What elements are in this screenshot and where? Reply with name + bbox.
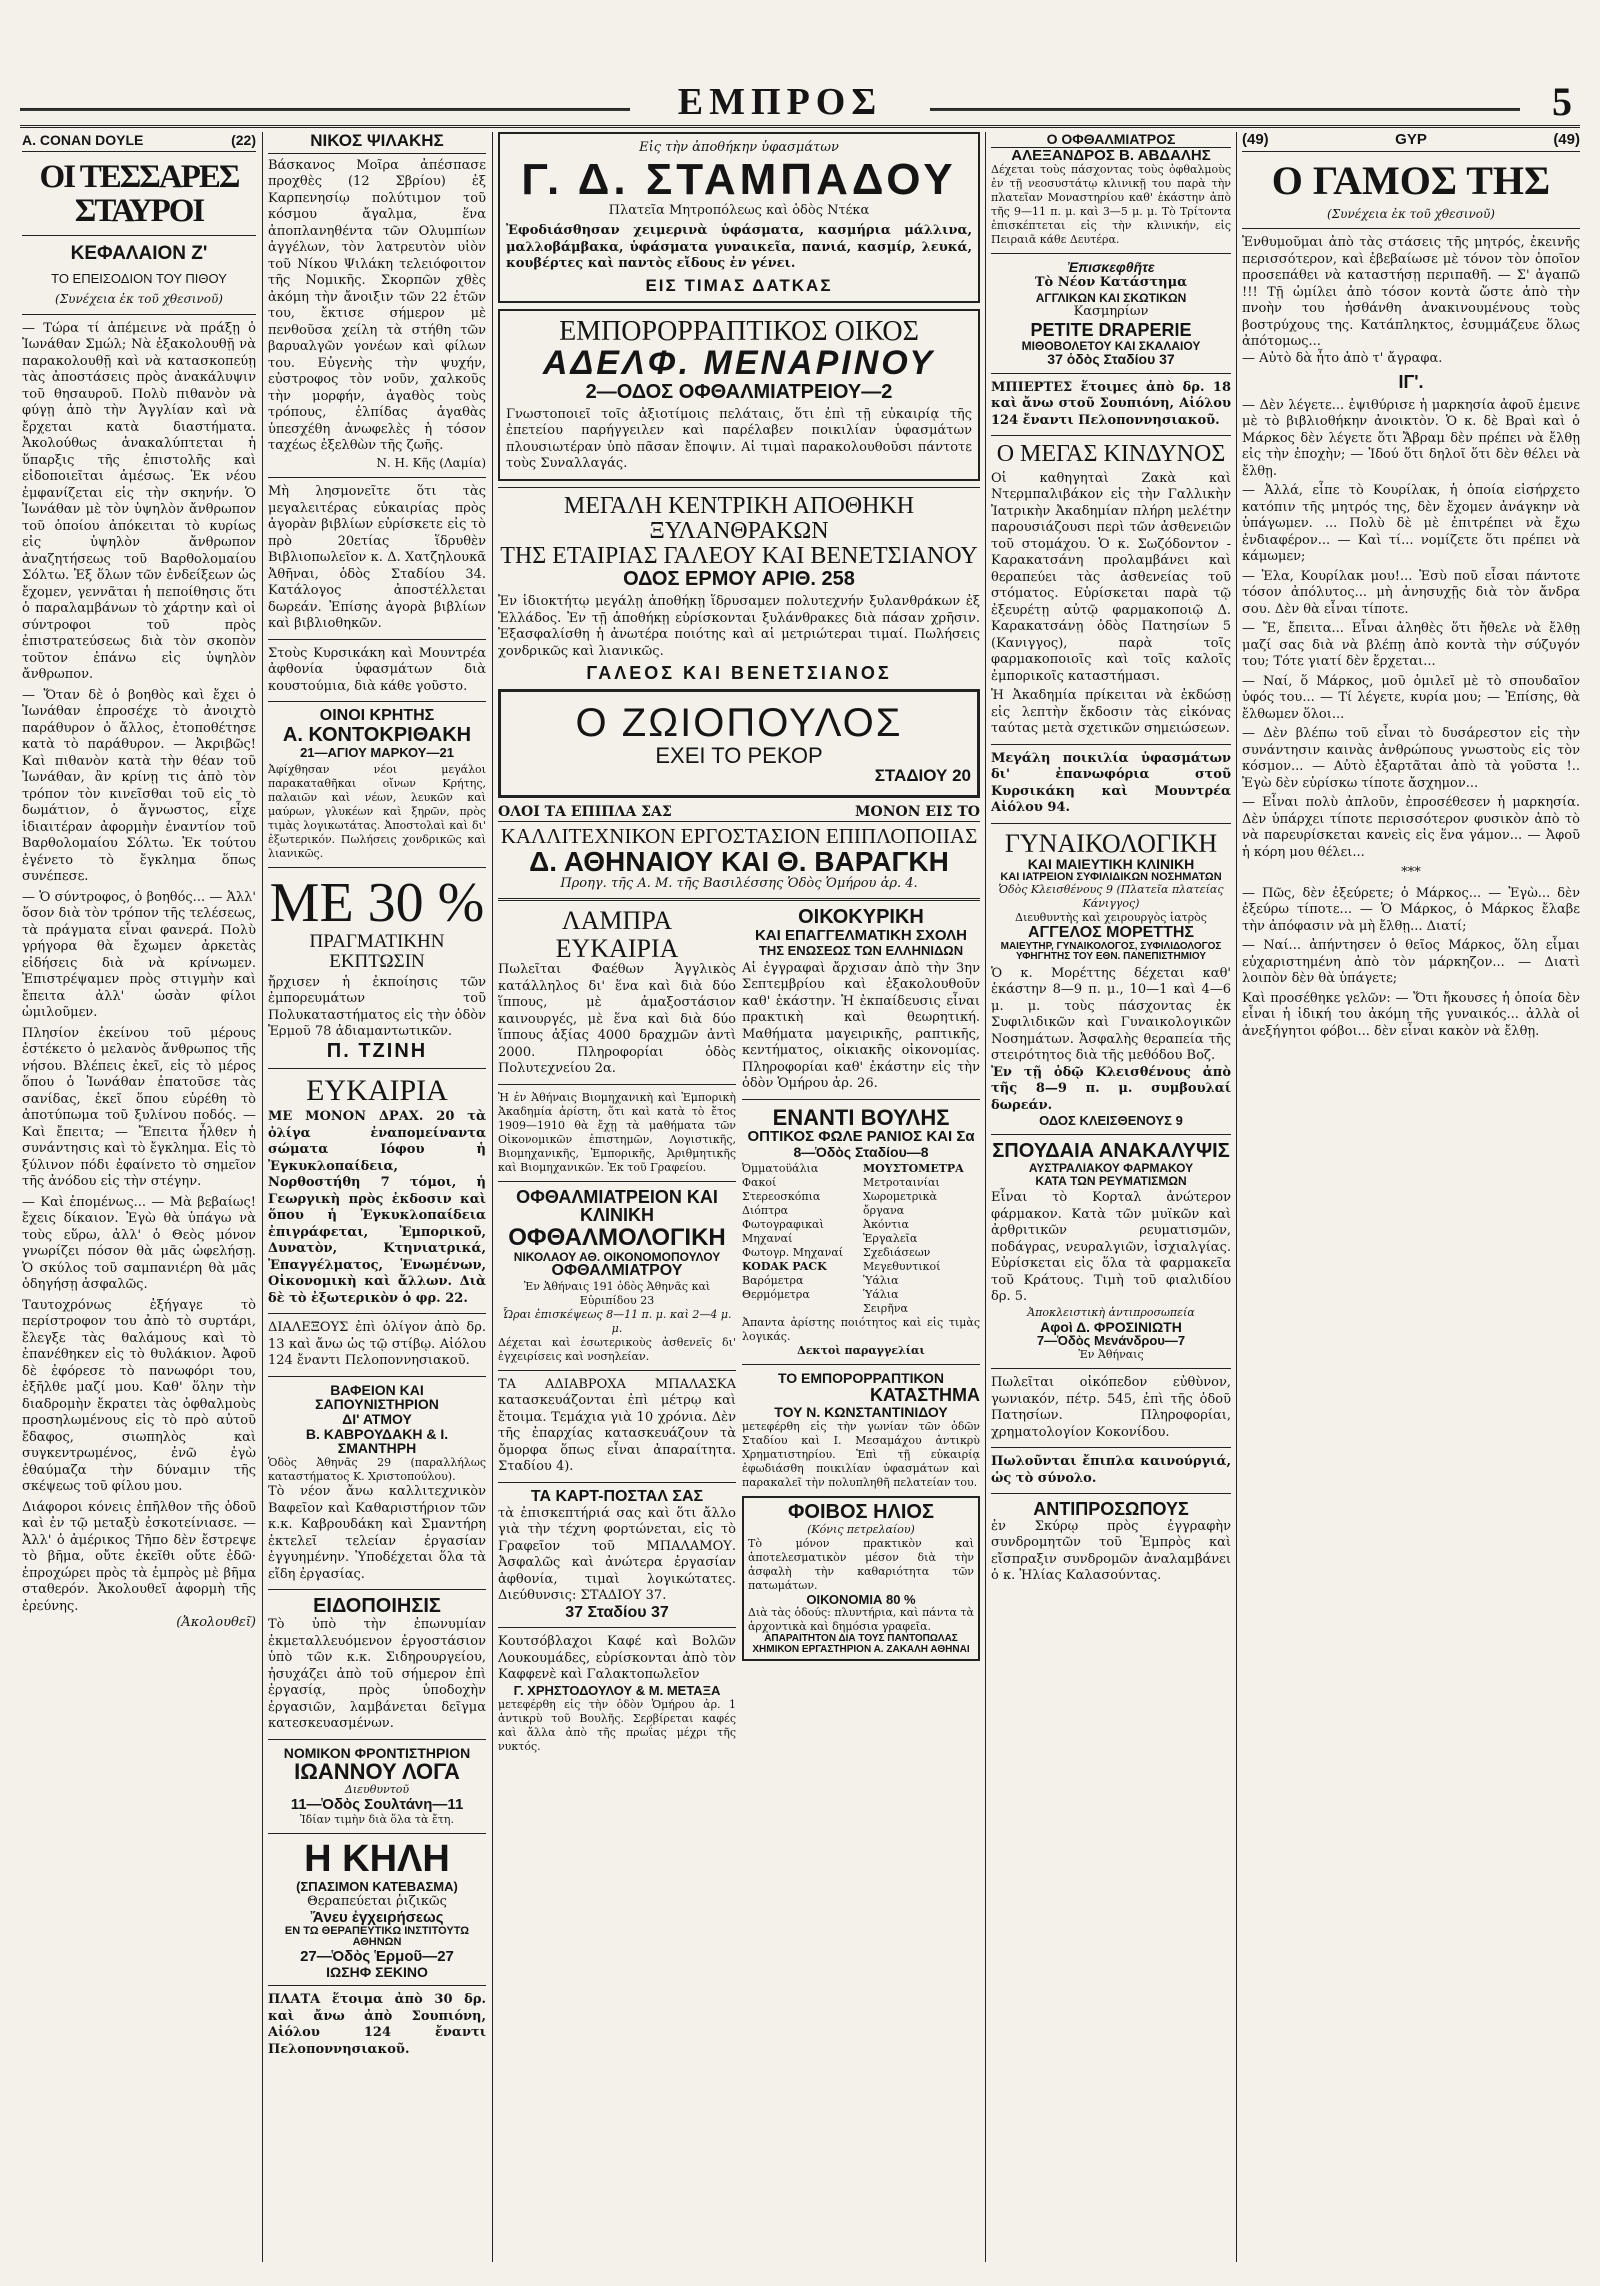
column-2 bbox=[268, 132, 486, 2262]
list-item: Χωρομετρικὰ ὄργανα bbox=[863, 1190, 937, 1218]
obituary-heading: ΝΙΚΟΣ ΨΙΛΑΚΗΣ bbox=[268, 132, 486, 154]
ad-stampadou-name: Γ. Δ. ΣΤΑΜΠΑΔΟΥ bbox=[521, 154, 957, 204]
ad-coffee-name: Γ. ΧΡΗΣΤΟΔΟΥΛΟΥ & Μ. ΜΕΤΑΞΑ bbox=[513, 1682, 721, 1698]
article-paragraph: Καὶ προσέθηκε γελῶν: — Ὅτι ἤκουσες ἡ ὁποία δὲν εἶναι ἡ ἰδική του ἀκόμη τῆς γυναικός... ἀλλὰ οἱ ἀνεξήγητοι φόβοι... δὲν εἶναι κακὸν νὰ ἔλθῃ. bbox=[1242, 990, 1580, 1039]
ad-furniture-left: ΟΛΟΙ ΤΑ ΕΠΙΠΛΑ ΣΑΣ bbox=[498, 804, 672, 820]
ad-zoiopoulos-text: ΕΧΕΙ ΤΟ ΡΕΚΟΡ bbox=[655, 743, 823, 769]
ad-danger-text-2: Ἡ Ἀκαδημία πρίκειται νὰ ἐκδώσῃ εἰς λεπτὴν ἔκδοσιν τὰς εἰκόνας ταύτας μετὰ σχετικῶν σημειώσεων. bbox=[991, 688, 1231, 737]
ad-zoiopoulos bbox=[498, 689, 980, 798]
ad-dialogue: ΔΙΑΛΕΞΟΥΣ ἐπὶ ὀλίγον ἀπὸ δρ. 13 καὶ ἄνω ὡς τῷ στίβῳ. Αἰόλου 124 ἔναντι Πελοποννησιακοῦ. bbox=[268, 1320, 486, 1369]
chapter-heading: ΚΕΦΑΛΑΙΟΝ Ζ' bbox=[70, 242, 208, 264]
ad-coffee-text-2: μετεφέρθη εἰς τὴν ὁδὸν Ὁμήρου ἀρ. 1 ἀντικρὺ τοῦ Βουλῆς. Σερβίρεται καφές καὶ ἄλλα ἀπὸ τῆς πρωΐας μέχρι τῆς νυκτός. bbox=[498, 1697, 736, 1753]
list-item: Μεγεθυντικοί bbox=[863, 1260, 941, 1274]
ad-sale-name: Π. ΤΖΙΝΗ bbox=[326, 1039, 428, 1062]
column-3 bbox=[498, 132, 980, 2262]
divider bbox=[22, 314, 256, 315]
obituary-text: Βάσκανος Μοῖρα ἀπέσπασε προχθὲς (12 Σβρίου) ἐξ Καρπενησίῳ πολύτιμον τοῦ κόσμου ἄγαλμα, ἕνα ἀποπλανηθέντα τῶν Ολυμπίων ἀγγέλων, τὸν λατρευτὸν υἱὸν τοῦ Νίκου Ψιλάκη τελειόφοιτον τῆς Νομικῆς. Σκορπῶν χθὲς ἀκόμη τὴν ἄνοιξιν τῶν 22 ἐτῶν του, ἔκτισε σήμερον μὲ πενθοῦσα χείλη τὰ στήθη τῶν βαρυαλγῶν γονέων καὶ φίλων του. Εὐγενὴς τὴν ψυχήν, εὐστροφος τὸν νοῦν, χαλκοῦς τὴν μορφήν, ἀγαθὸς τοὺς τρόπους, ἐλπίδας ἀγαθὰς ὑπεσχέθη ἀνωφελὲς ἡ τόσον ταχέως ἐξελθὼν τῆς ζωῆς. bbox=[268, 157, 486, 454]
ad-school-subtitle: ΚΑΙ ΕΠΑΓΓΕΛΜΑΤΙΚΗ ΣΧΟΛΗ bbox=[754, 927, 968, 945]
ad-draperie-address-2: 37 ὁδὸς Σταδίου 37 bbox=[1047, 351, 1175, 368]
column-divider bbox=[492, 132, 493, 2262]
ad-draperie-name: PETITE DRAPERIE bbox=[1030, 319, 1192, 340]
ad-gyn-subtitle: ΚΑΙ ΜΑΙΕΥΤΙΚΗ ΚΛΙΝΙΚΗ bbox=[1027, 855, 1195, 872]
ad-optics-footer: Δεκτοὶ παραγγελίαι bbox=[797, 1344, 925, 1358]
ad-coffee-text: Κουτσόβλαχοι Καφέ καὶ Βολῶν Λουκουμάδες, εὑρίσκονται ἀπὸ τὸν Καφφενὲ καὶ Γαλακτοπωλεῖον bbox=[498, 1634, 736, 1683]
article-paragraph: — Ὁ σύντροφος, ὁ βοηθός... — Ἀλλ' ὅσον διὰ τὸν τρόπον τῆς τελέσεως, τὰ πράγματα εἶναι φανερά. Πολὺ γρήγορα θὰ ἔχωμεν ἀρκετὰς εἰδήσεις διὰ νὰ κρίνωμεν. Ἐπιστρέψαμεν πρὸς στιγμὴν καὶ ἔπειτα ἀλλ' ὡσὰν φίλοι ὡμιλοῦμεν. bbox=[22, 889, 256, 1021]
divider bbox=[498, 1627, 736, 1628]
ad-optics-address: 8—Ὁδὸς Σταδίου—8 bbox=[793, 1143, 929, 1160]
notices-text: Τὸ ὑπὸ τὴν ἐπωνυμίαν ἐκμεταλλευόμενον ἐργοστάσιον ὑπὸ τῶν κ.κ. Σιδηρουργείου, ἠσυχάζει ἀπὸ τοῦ σήμερον ἐπὶ ἐργασίᾳ, πρὸς ὑποδοχὴν ἐργασιῶν, λαμβάνεται δεῖγμα κατεσκευασμένων. bbox=[268, 1617, 486, 1732]
ad-reps-title: ΑΝΤΙΠΡΟΣΩΠΟΥΣ bbox=[1033, 1499, 1189, 1520]
ad-eye-clinic-text: Δέχεται καὶ ἐσωτερικοὺς ἀσθενεῖς δι' ἐγχειρίσεις καὶ νοσηλείαν. bbox=[498, 1335, 736, 1363]
divider bbox=[268, 1739, 486, 1740]
ad-gyn-address: Ὁδὸς Κλεισθένους 9 (Πλατεῖα πλατείας Κάνιγγος) bbox=[998, 883, 1224, 911]
serial-author: GYP bbox=[1395, 132, 1427, 148]
list-item: Φακοί bbox=[742, 1176, 777, 1190]
ad-wines-title: ΟΙΝΟΙ ΚΡΗΤΗΣ bbox=[319, 707, 435, 725]
divider bbox=[498, 1181, 736, 1182]
ad-optics-text: Ἀπαντα ἀρίστης ποιότητος καὶ εἰς τιμὰς λογικάς. bbox=[742, 1316, 980, 1344]
ad-law-text: Ἰδίαν τιμὴν διὰ ὅλα τὰ ἔτη. bbox=[299, 1813, 455, 1827]
ad-ophthalmologist-text: Δέχεται τοὺς πάσχοντας τοὺς ὀφθαλμοὺς ἐν τῇ νεοσυστάτῳ κλινικῇ του παρὰ τὴν πλατεῖαν Μοναστηρίου καθ' ἑκάστην ἀπὸ τῆς 9—11 π. μ. καὶ 3—5 μ. μ. Τὸ Τρίτοντα ἐπισκέπτεται εἰς τὴν κλινικήν, εἰς Πειραιᾶ κάθε Δευτέρα. bbox=[991, 163, 1231, 247]
ad-furniture-right: ΜΟΝΟΝ ΕΙΣ ΤΟ bbox=[855, 804, 980, 820]
serial-header bbox=[22, 132, 256, 152]
ad-kili-subtitle: (ΣΠΑΣΙΜΟΝ ΚΑΤΕΒΑΣΜΑ) bbox=[296, 1879, 458, 1895]
serial-installment: (22) bbox=[231, 132, 256, 148]
ad-law-subtitle: Διευθυντοῦ bbox=[344, 1783, 410, 1797]
ad-danger-text: Οἱ καθηγηταὶ Ζακὰ καὶ Ντερμπαλιβάκον εἰς τὴν Γαλλικὴν Ἰατρικὴν Ἀκαδημίαν πλήρη μελέτην παρουσιάζουσι περὶ τῶν ἀσθενειῶν τοῦ στομάχου. Ὁ κ. Σωζόδοντον - Καρακατσάνη προλαμβάνει καὶ θεραπεύει τὰς ἀσθενείας τοῦ στόματος. Εὑρίσκεται παρὰ τῷ ἐξευρέτῃ αὐτῷ φαρμακοποιῷ Δ. Καρακατσάνῃ ὁδὸς Πατησίων 5 (Κανιγγος), παρὰ τοῖς φαρμακοποιοῖς καὶ τοῖς καλοῖς ἐμπορικοῖς καταστήμασι. bbox=[991, 470, 1231, 684]
ad-gyn-title-2: ΜΑΙΕΥΤΗΡ, ΓΥΝΑΙΚΟΛΟΓΟΣ, ΣΥΦΙΛΙΔΟΛΟΓΟΣ bbox=[1000, 940, 1222, 952]
ad-wines-name: Α. ΚΟΝΤΟΚΡΙΘΑΚΗ bbox=[282, 724, 472, 747]
page-number: 5 bbox=[1552, 79, 1572, 124]
divider bbox=[498, 1370, 736, 1371]
ad-draperie-lead: Ἐπισκεφθῆτε bbox=[1067, 259, 1155, 276]
ad-kili-text: Θεραπεύεται ῥιζικῶς bbox=[307, 1893, 447, 1909]
ad-kili-subtitle-2: Ἄνευ ἐγχειρήσεως bbox=[310, 1909, 444, 1927]
ad-law-name: ΙΩΑΝΝΟΥ ΛΟΓΑ bbox=[294, 1759, 460, 1785]
ad-kili-institute: ΕΝ ΤΩ ΘΕΡΑΠΕΥΤΙΚΩ ΙΝΣΤΙΤΟΥΤΩ ΑΘΗΝΩΝ bbox=[284, 1924, 470, 1949]
ad-agency-city: Ἐν Ἀθήναις bbox=[1078, 1348, 1144, 1362]
ad-charcoal-subtitle: ΤΗΣ ΕΤΑΙΡΙΑΣ ΓΑΛΕΟΥ ΚΑΙ ΒΕΝΕΤΣΙΑΝΟΥ bbox=[500, 542, 978, 569]
list-item: Ἀκόντια bbox=[863, 1218, 909, 1232]
article-paragraph: Ἐνθυμοῦμαι ἀπὸ τὰς στάσεις τῆς μητρός, ἐκεινῆς περισσότερον, καὶ ἐβεβαίωσε μὲ τόνον τὸν ὁποῖον προσεπάθει νὰ καταστήσῃ περιπαθῆ. — Σ' ἀγαπῶ !!! Τῇ ὡμίλει ἀπὸ τόσον κοντὰ ὥστε ἀπὸ τὴν πνοὴν του ἠσθάνθη ἀνακινουμένους τοὺς βοστρύχους της. Κατάπληκτος, ἐσυμμάζευε ὅλως ἀπότομως... bbox=[1242, 235, 1580, 349]
ad-furniture-title: ΚΑΛΛΙΤΕΧΝΙΚΟΝ ΕΡΓΟΣΤΑΣΙΟΝ ΕΠΙΠΛΟΠΟΙΙΑΣ bbox=[500, 823, 978, 848]
ad-zoiopoulos-address: ΣΤΑΔΙΟΥ 20 bbox=[874, 766, 971, 786]
ad-gyn-title-3: ΥΦΗΓΗΤΗΣ ΤΟΥ ΕΘΝ. ΠΑΝΕΠΙΣΤΗΜΙΟΥ bbox=[1015, 951, 1207, 963]
two-column-block bbox=[498, 907, 980, 1753]
continued-note: (Συνέχεια ἐκ τοῦ χθεσινοῦ) bbox=[55, 292, 223, 307]
article-paragraph: — Πῶς, δὲν ἐξεύρετε; ὁ Μάρκος... — Ἐγὼ... δὲν ἐξεύρω τίποτε... — Ὁ Μάρκος, ὁ Μάρκος ἔλαβε τὴν ἀπόφασιν νὰ μὴ ἔλθῃ... Διατί; bbox=[1242, 885, 1580, 934]
ad-dye-text: Τὸ νέον ἄνω καλλιτεχνικὸν Βαφεῖον καὶ Καθαριστήριον τῶν κ.κ. Καβρουδάκη καὶ Σμαντήρη ἐκτελεῖ τελείαν ἐργασίαν ἐγγυημένην. Ὑποδέχεται ὅλα τὰ εἴδη ἐργασίας. bbox=[268, 1484, 486, 1582]
serial-title: ΟΙ ΤΕΣΣΑΡΕΣ ΣΤΑΥΡΟΙ bbox=[22, 160, 256, 236]
divider bbox=[268, 477, 486, 478]
serial-title: Ο ΓΑΜΟΣ ΤΗΣ bbox=[1271, 157, 1551, 203]
ad-stampadou bbox=[498, 132, 980, 303]
ad-gyn-text-2: Ἐν τῇ ὁδῷ Κλεισθένους ἀπὸ τῆς 8—9 π. μ. συμβουλαί δωρεάν. bbox=[991, 1064, 1231, 1113]
ad-draperie-address: ΜΙΘΟΒΟΛΕΤΟΥ ΚΑΙ ΣΚΑΛΑΙΟΥ bbox=[1021, 338, 1201, 353]
ad-menarinou-text: Γνωστοποιεῖ τοῖς ἀξιοτίμοις πελάταις, ὅτι ἐπὶ τῇ εὐκαιρίᾳ τῆς ἐπετείου παρήγγειλεν καὶ παρέλαβεν ποικιλίαν ὑφασμάτων πλουσιωτέραν ὑπὸ πᾶσαν ἔποψιν. Αἱ τιμαὶ παρακολουθοῦσι πάντοτε τοὺς Συναλλαγάς. bbox=[506, 406, 972, 472]
ad-opportunity-text: ΜΕ ΜΟΝΟΝ ΔΡΑΧ. 20 τὰ ὀλίγα ἐναπομείναντα σώματα Ιόφου ἡ Ἐγκυκλοπαίδεια, Νορθοστήθη 7 τόμοι, ἡ Γεωργικὴ πρὸς ἐκδοσιν καὶ ὅπου ἡ Ἐγκυκλοπαίδεια ἐπιγράφεται, Ἐμπορικοῦ, Δυνατὸν, Κτηνιατρικά, Ἐπαγγέλματος, Ἑνωμένων, Οἰκονομικὴ καὶ ἄλλων. Διὰ δὲ τὸ ἐξωτερικὸν ὁ φρ. 22. bbox=[268, 1109, 486, 1306]
ad-phaeton-title: ΛΑΜΠΡΑ ΕΥΚΑΙΡΙΑ bbox=[555, 906, 679, 963]
article-paragraph: — Ἀλλά, εἶπε τὸ Κουρίλακ, ἡ ὁποία εἰσήρχετο κατόπιν τῆς μητρός της, δὲν ἔχομεν ἀνάγκην νὰ ὑπάγωμεν. ... Πολὺ δὲ μὲ ἐπιτρέπει νὰ ἔχω ἐνδιαφέρον... — Καὶ τί... νομίζετε ὅτι πρέπει νὰ κάμωμεν; bbox=[1242, 483, 1580, 565]
ad-tailor-subtitle: ΚΑΤΑΣΤΗΜΑ bbox=[870, 1385, 980, 1406]
article-paragraph: — Ναί... ἀπήντησεν ὁ θεῖος Μάρκος, ὅλη εἶμαι εὐχαριστημένη ἀπὸ τὸν μάρκηζον... — Διατὶ λοιπὸν δὲν θὰ ὑπάγετε; bbox=[1242, 938, 1580, 987]
ad-gyn-footer: ΟΔΟΣ ΚΛΕΙΣΘΕΝΟΥΣ 9 bbox=[1039, 1113, 1183, 1129]
newspaper-title: ΕΜΠΡΟΣ bbox=[677, 81, 883, 123]
notices-title: ΕΙΔΟΠΟΙΗΣΙΣ bbox=[313, 1595, 441, 1618]
divider bbox=[268, 1068, 486, 1069]
ad-optics-list-left bbox=[742, 1162, 859, 1316]
ad-tailor-title: ΤΟ ΕΜΠΟΡΟΡΡΑΠΤΙΚΟΝ bbox=[777, 1370, 945, 1387]
article-paragraph: Πλησίον ἐκείνου τοῦ μέρους ἐστέκετο ὁ μελανὸς ἄνθρωπος τῆς νήσου. Βλέπεις ἐκεῖ, εἰς τὸ μέρος ὅπου ὁ Ἰωνάθαν ἐπατοῦσε τὰς σανίδας, ἐκεῖ ὅπου εὑρέθη τὸ ἀποτύπωμα τοῦ ξυλίνου ποδός. — Καὶ ἔπειτα; — Ἔπειτα ἦλθεν ἡ συνάντησις καὶ τὸ ἔγκλημα. Εἰς τὸ ξύλινον πόδι ἐφαίνετο τὸ σημεῖον τῆς ἀνόδου εἰς τὴν στέγην. bbox=[22, 1025, 256, 1190]
ad-tailor-name: ΤΟΥ Ν. ΚΩΝΣΤΑΝΤΙΝΙΔΟΥ bbox=[774, 1403, 948, 1420]
article-paragraph: — Τώρα τί ἀπέμεινε νὰ πράξῃ ὁ Ἰωνάθαν Σμώλ; Νὰ ἐξακολουθῇ νὰ παρακολουθῇ καὶ νὰ κατασκοπεύῃ τὰς ἀποστάσεις πρὸς ἀνακάλυψιν τοῦ θησαυροῦ. Πολὺ πιθανὸν νὰ φύγῃ ἀπὸ τὴν Ἀγγλίαν καὶ νὰ ἔρχεται κατὰ διαστήματα. Ἀκολούθως ἀνακαλύπτεται ἡ ὕπαρξις τῆς ἐπιστολῆς καὶ εἰδοποιεῖται ἀμέσως. Ἐκ νέου ἐμφανίζεται εἰς τὴν σκηνήν. Ὁ Ἰωνάθαν μὲ τὸν ὑψηλὸν ἄνθρωπον τοῦ ὁποίου ἀπόκειται τὸ κυρίως εἰς ὑψηλὸν ἄνθρωπον ἀναζητήσεως τοῦ Βαρθολομαίου Σόλτω. Ἐξ ὅλων τῶν ἐνδείξεων ὡς ἔχομεν, γεννᾶται ἡ πεποίθησις ὅτι ὁ παραλαμβάνων τὸ χάρτην καὶ οἱ σύντροφοι τοῦ πρὸς ἐπιστρατεύσεως διὰ τὸν σκοπὸν τοῦτον ἐπάνω εἰς ὑψηλὸν ἄνθρωπον. bbox=[22, 320, 256, 683]
ad-menarinou-name: ΑΔΕΛΦ. ΜΕΝΑΡΙΝΟΥ bbox=[542, 343, 936, 382]
divider bbox=[991, 1447, 1231, 1448]
divider bbox=[991, 823, 1231, 824]
obituary-signature: Ν. Η. Κῆς (Λαμία) bbox=[376, 455, 486, 470]
ad-optics-list-right bbox=[863, 1162, 980, 1316]
list-item: Θερμόμετρα bbox=[742, 1288, 810, 1302]
ad-menarinou-address: 2—ΟΔΟΣ ΟΦΘΑΛΜΙΑΤΡΕΙΟΥ—2 bbox=[585, 380, 893, 403]
column-divider bbox=[262, 132, 263, 2262]
section-separator-icon: *** bbox=[1401, 865, 1421, 881]
ad-phoebus bbox=[742, 1496, 980, 1662]
ad-draperie-subtitle-2: ΑΓΓΛΙΚΩΝ ΚΑΙ ΣΚΩΤΙΚΩΝ bbox=[1035, 290, 1187, 305]
divider bbox=[991, 744, 1231, 745]
ad-menarinou bbox=[498, 309, 980, 481]
ad-gyn-name: ΑΓΓΕΛΟΣ ΜΟΡΕΤΤΗΣ bbox=[1027, 924, 1194, 942]
divider bbox=[991, 435, 1231, 436]
ad-discovery-text: Εἶναι τὸ Κορταλ ἀνώτερον φάρμακον. Κατὰ τῶν μυϊκῶν καὶ ἀρθριτικῶν ρευματισμῶν, ποδάγρας, νευραλγιῶν, ἰσχιαλγίας. Εὑρίσκεται εἰς ὅλα τὰ φαρμακεῖα τοῦ Κράτους. Τιμὴ τοῦ φιαλιδίου δρ. 5. bbox=[991, 1190, 1231, 1305]
ad-kili-name: ΙΩΣΗΦ ΣΕΚΙΝΟ bbox=[326, 1963, 428, 1980]
ad-charcoal-footer: ΓΑΛΕΟΣ ΚΑΙ ΒΕΝΕΤΣΙΑΝΟΣ bbox=[586, 663, 892, 684]
ad-books: Μὴ λησμονεῖτε ὅτι τὰς μεγαλειτέρας εὐκαιρίας πρὸς ἀγορὰν βιβλίων εὑρίσκετε εἰς τὸ πρὸ 20ετίας ἵδρυθὲν Βιβλιοπωλεῖον κ. Δ. Χατζηλουκᾶ Ἀθῆναι, ὁδὸς Σταδίου 34. Κατάλογος ἀποστέλλεται δωρεάν. Ἐπίσης ἀγορὰ βιβλίων καὶ βιβλιοθηκῶν. bbox=[268, 484, 486, 632]
divider bbox=[991, 1368, 1231, 1369]
list-item: Φωτογρ. Μηχαναί bbox=[742, 1246, 844, 1260]
ad-charcoal-text: Ἐν ἰδιοκτήτῳ μεγάλῃ ἀποθήκῃ ἵδρυσαμεν πολυτεχνήν ξυλανθράκων ἐξ Ἑλλάδος. Ἐν τῇ ἀποθήκῃ εὑρίσκονται ξυλάνθρακες διὰ πάσαν χρῆσιν. Ἐξασφαλίσθη ἡ ἀνωτέρα ποιότης καὶ αἱ μετριώτεραι τιμαί. Πωλήσεις χονδρικῶς καὶ λιανικῶς. bbox=[498, 594, 980, 659]
ad-danger-title: Ο ΜΕΓΑΣ ΚΙΝΔΥΝΟΣ bbox=[996, 441, 1226, 468]
serial-author: A. CONAN DOYLE bbox=[22, 132, 144, 148]
divider bbox=[268, 701, 486, 702]
column-4 bbox=[991, 132, 1231, 2262]
ad-fabrics-2: Μεγάλη ποικιλία ὑφασμάτων δι' ἐπανωφόρια στοῦ Κυρσικάκη καὶ Μουντρέα Αἰόλου 94. bbox=[991, 750, 1231, 816]
ad-eye-clinic-hours: Ὧραι ἐπισκέψεως 8—11 π. μ. καὶ 2—4 μ. μ. bbox=[502, 1307, 732, 1335]
column-serial-doyle bbox=[22, 132, 256, 2262]
list-item: Ὀμματοϋάλια bbox=[742, 1162, 819, 1176]
divider bbox=[991, 253, 1231, 254]
ad-school-title: ΟΙΚΟΚΥΡΙΚΗ bbox=[798, 906, 924, 929]
ad-school-text: Αἱ ἐγγραφαὶ ἄρχισαν ἀπὸ τὴν 3ην Σεπτεμβρίου καὶ ἐξακολουθοῦν καθ' ἑκάστην. Ἡ ἐκπαίδευσις εἶναι πρακτικὴ καὶ θεωρητική. Μαθήματα μαγειρικῆς, ραπτικῆς, κεντήματος, οἰκιακῆς οἰκονομίας. Πληροφορίαι καθ' ἑκάστην εἰς τὴν ὁδὸν Ὁμήρου ἀρ. 26. bbox=[742, 960, 980, 1092]
article-paragraph: — Καὶ ἐπομένως... — Μὰ βεβαίως! ἔχεις δίκαιον. Ἐγὼ θὰ ὑπάγω νὰ τοὺς εὕρω, ἀλλ' ὁ Θεὸς μόνον γνωρίζει πόσον θὰ μᾶς ὠφελήσῃ. Ὁ σκύλος τοῦ σαμπανιέρη θὰ μᾶς ὁδηγήσῃ ἀσφαλῶς. bbox=[22, 1194, 256, 1293]
ad-ophthalmologist-title: Ο ΟΦΘΑΛΜΙΑΤΡΟΣ bbox=[991, 132, 1231, 148]
ad-discovery-subtitle: ΑΥΣΤΡΑΛΙΑΚΟΥ ΦΑΡΜΑΚΟΥ bbox=[1028, 1161, 1194, 1176]
ad-zoiopoulos-name: Ο ΖΩΙΟΠΟΥΛΟΣ bbox=[575, 701, 903, 746]
ad-dye-name: Β. ΚΑΒΡΟΥΔΑΚΗ & Ι. ΣΜΑΝΤΗΡΗ bbox=[305, 1425, 449, 1457]
ad-optics-title: ΟΠΤΙΚΟΣ ΦΩΛΕ ΡΑΝΙΟΣ ΚΑΙ Σα bbox=[747, 1127, 975, 1145]
ad-raincoats: ΤΑ ΑΔΙΑΒΡΟΧΑ ΜΠΑΛΑΣΚΑ κατασκευάζονται ἐπὶ μέτρῳ καὶ ἔτοιμα. Τεμάχια γιὰ 10 χρόνια. Δὲν τῆς ἐπαρχίας κατασκευάζουν τὰ ὄμορφα ὅπως εἶναι ἀπαραίτητα. Σταδίου 4). bbox=[498, 1376, 736, 1475]
masthead-rule-right bbox=[930, 108, 1520, 111]
ad-draperie-subtitle-3: Κασμηρίων bbox=[1073, 304, 1149, 320]
divider bbox=[268, 867, 486, 868]
ad-plates: ΠΛΑΤΑ ἕτοιμα ἀπὸ 30 δρ. καὶ ἄνω ἀπὸ Σουπιόνη, Αἰόλου 124 ἔναντι Πελοποννησιακοῦ. bbox=[268, 1992, 486, 2057]
ad-phoebus-agents: ΑΠΑΡΑΙΤΗΤΟΝ ΔΙΑ ΤΟΥΣ ΠΑΝΤΟΠΩΛΑΣ bbox=[764, 1633, 958, 1645]
ad-school-subtitle-2: ΤΗΣ ΕΝΩΣΕΩΣ ΤΩΝ ΕΛΛΗΝΙΔΩΝ bbox=[758, 943, 964, 959]
ad-eye-clinic-title: ΟΦΘΑΛΜΙΑΤΡΕΙΟΝ ΚΑΙ ΚΛΙΝΙΚΗ bbox=[516, 1186, 718, 1226]
article-paragraph: — Ἐλα, Κουρίλακ μου!... Ἐσὺ ποῦ εἶσαι πάντοτε τόσον ἀπόλυτος... μὴ ἀνησυχῇς διὰ τὸν ἄνδρα σου. Δὲν θὰ εἶναι τίποτε. bbox=[1242, 568, 1580, 617]
ad-wines-address: 21—ΑΓΙΟΥ ΜΑΡΚΟΥ—21 bbox=[300, 745, 454, 761]
ad-furniture-header bbox=[498, 804, 980, 822]
ad-phoebus-text: Τὸ μόνον πρακτικὸν καὶ ἀποτελεσματικὸν μέσον διὰ τὴν ἀσφαλὴ τὴν καθαριότητα τῶν πατωμάτων. bbox=[748, 1536, 974, 1592]
list-item: Διόπτρα bbox=[742, 1204, 789, 1218]
ad-law-title: ΝΟΜΙΚΟΝ ΦΡΟΝΤΙΣΤΗΡΙΟΝ bbox=[283, 1744, 471, 1761]
ad-furniture-address: Προηγ. τῆς Α. Μ. τῆς Βασιλέσσης Ὁδὸς Ὁμήρου ἀρ. 4. bbox=[560, 875, 918, 891]
divider bbox=[268, 639, 486, 640]
masthead-rule-left bbox=[20, 108, 630, 111]
ad-phoebus-title: ΦΟΙΒΟΣ ΗΛΙΟΣ bbox=[788, 1500, 934, 1523]
divider bbox=[268, 1985, 486, 1986]
continued-end: (Ἀκολουθεῖ) bbox=[176, 1615, 256, 1631]
divider bbox=[742, 1099, 980, 1100]
ad-phoebus-economy: ΟΙΚΟΝΟΜΙΑ 80 % bbox=[806, 1591, 916, 1607]
list-item: KODAK PACK bbox=[742, 1260, 827, 1274]
ad-sale-furniture: Πωλοῦνται ἔπιπλα καινούργιά, ὡς τὸ σύνολο. bbox=[991, 1454, 1231, 1486]
ad-dye-address: Ὁδὸς Ἀθηνᾶς 29 (παραλλήλως καταστήματος Κ. Χριστοπούλου). bbox=[268, 1456, 486, 1484]
ad-law-address: 11—Ὁδὸς Σουλτάνη—11 bbox=[290, 1796, 464, 1814]
serial-installment-right: (49) bbox=[1553, 132, 1580, 148]
ad-stampadou-text: Ἐφοδιάσθησαν χειμερινὰ ὑφάσματα, κασμήρια μάλλινα, μαλλοβάμβακα, ὑφάσματα γυναικεῖα, πανιά, κασμίρ, λευκά, κουβέρτες καὶ παντὸς εἴδους ἐν γένει. bbox=[506, 223, 972, 272]
divider bbox=[991, 1493, 1231, 1494]
ad-sale-percent: ΜΕ 30 % bbox=[269, 871, 485, 934]
list-item: Στερεοσκόπια bbox=[742, 1190, 821, 1204]
divider bbox=[268, 1589, 486, 1590]
continued-note: (Συνέχεια ἐκ τοῦ χθεσινοῦ) bbox=[1327, 206, 1495, 221]
ad-dye-subtitle: ΔΙ' ΑΤΜΟΥ bbox=[342, 1411, 412, 1428]
ad-furniture-name: Δ. ΑΘΗΝΑΙΟΥ ΚΑΙ Θ. ΒΑΡΑΓΚΗ bbox=[529, 845, 949, 877]
article-paragraph: — Ναί, ὅ Μάρκος, μοῦ ὁμιλεῖ μὲ τὸ σπουδαῖον ὑφός του... — Τί λέγετε, κυρία μου; — Ἐπίσης, θὰ ἔλθωμεν ὅλοι... bbox=[1242, 673, 1580, 722]
article-paragraph: — Ἔ, ἔπειτα... Εἶναι ἀληθὲς ὅτι ἤθελε νὰ ἔλθῃ μαζί σας διὰ νὰ βλέπῃ ἀπὸ κοντὰ τὴν σύζυγόν του; Τότε γιατί δὲν ἔρχεται... bbox=[1242, 621, 1580, 670]
ad-agency-address: 7—Ὁδὸς Μενάνδρου—7 bbox=[1036, 1333, 1186, 1349]
divider bbox=[498, 487, 980, 488]
list-item: Ἐργαλεῖα Σχεδιάσεων bbox=[863, 1232, 931, 1260]
article-paragraph: — Αὐτὸ δὰ ἦτο ἀπὸ τ' ἄγραφα. bbox=[1242, 350, 1443, 366]
ad-discovery-subtitle-2: ΚΑΤΑ ΤΩΝ ΡΕΥΜΑΤΙΣΜΩΝ bbox=[1035, 1173, 1187, 1188]
ad-eye-clinic-doctor: ΝΙΚΟΛΑΟΥ ΑΘ. ΟΙΚΟΝΟΜΟΠΟΥΛΟΥ bbox=[513, 1249, 721, 1264]
ad-eye-clinic-address: Ἐν Ἀθήναις 191 ὁδὸς Ἀθηνᾶς καὶ Εὐριπίδου 23 bbox=[523, 1279, 711, 1307]
divider bbox=[268, 1376, 486, 1377]
ad-optics-list bbox=[742, 1162, 980, 1316]
ad-sale-plot: Πωλεῖται οἰκόπεδον εὐθὺνον, γωνιακόν, πέτρ. 545, ἐπὶ τῆς ὁδοῦ Πατησίων. Πληροφορίαι, χρηματολογίον Κοκονίδου. bbox=[991, 1375, 1231, 1440]
ad-gyn-role: Διευθυντὴς καὶ χειρουργὸς ἰατρὸς bbox=[1015, 911, 1207, 925]
ad-academy-text: Ἡ ἐν Ἀθήναις Βιομηχανικὴ καὶ Ἐμπορικὴ Ἀκαδημία ἀρίστη, ὅτι καὶ κατὰ τὸ ἔτος 1909—1910 θὰ ἔχῃ τὰ μαθήματα τῶν Οἰκονομικῶν ἐπιστημῶν, Λογιστικῆς, Βιομηχανικῆς, Ἐμπορικῆς, Ἀριθμητικῆς καὶ Βιομηχανικῶν. Ἐκ τοῦ Γραφείου. bbox=[498, 1090, 736, 1174]
ad-kili-title: Η ΚΗΛΗ bbox=[304, 1838, 450, 1881]
ad-gyn-text: Ὁ κ. Μορέττης δέχεται καθ' ἑκάστην 8—9 π. μ., 10—1 καὶ 4—6 μ. μ. τοὺς πάσχοντας ἐκ Συφιλιδικῶν καὶ Γυναικολογικῶν Νοσημάτων. Ἀσφαλὴς θεραπεία τῆς στειρότητος διὰ τῆς μεθόδου Βοζ. bbox=[991, 965, 1231, 1064]
subcolumn-left bbox=[498, 907, 736, 1753]
list-item: Ὑάλια bbox=[863, 1288, 899, 1302]
divider bbox=[498, 898, 980, 901]
divider bbox=[991, 373, 1231, 374]
ad-menarinou-title: ΕΜΠΟΡΟΡΡΑΠΤΙΚΟΣ ΟΙΚΟΣ bbox=[559, 315, 919, 347]
divider bbox=[268, 1833, 486, 1834]
ad-sale-title: ΠΡΑΓΜΑΤΙΚΗΝ ΕΚΠΤΩΣΙΝ bbox=[309, 930, 445, 972]
column-divider bbox=[985, 132, 986, 2262]
list-item: Βαρόμετρα bbox=[742, 1274, 804, 1288]
list-item: Μετροταινίαι bbox=[863, 1176, 940, 1190]
serial-header bbox=[1242, 132, 1580, 152]
ad-phaeton-text: Πωλεῖται Φαέθων Ἀγγλικὸς κατάλληλος δι' ἕνα καὶ διὰ δύο ἵππους, μὲ ἀμαξοστάσιον καινουργές, μὲ ἕνα καὶ διὰ δύο ἵππους ἀξίας 4000 δραχμῶν ἀντὶ 2000. Πληροφορίαι ὁδὸς Πολυτεχνείου 2α. bbox=[498, 962, 736, 1077]
article-paragraph: — Δὲν λέγετε... ἐψιθύρισε ἡ μαρκησία ἀφοῦ ἐμεινε μὲ τὸ βιβλιοθήκην ἀνοικτὸν. Ὁ κ. δὲ Βραὶ καὶ ὁ Μάρκος δὲν λέγετε ὅτι Ἄβραμ δὲν πρέπει νὰ ἔλθῃ εἰς τὴν ἐποχὴν; — Ἰδού ὅτι δηλοῖ ὅτι δὲν θέλει νὰ ἔλθῃ. bbox=[1242, 397, 1580, 479]
chapter-title: ΤΟ ΕΠΕΙΣΟΔΙΟΝ ΤΟΥ ΠΙΘΟΥ bbox=[51, 270, 227, 286]
article-paragraph: — Ὅταν δὲ ὁ βοηθὸς καὶ ἔχει ὁ Ἰωνάθαν ἐπροσέχε τὸ ἀνοιχτὸ παράθυρον ὁ ἄλλος, ἐτοποθέτησε κατὰ τὸ παράθυρον. — Ἀκριβῶς! Καὶ πιθανὸν κατὰ τὴν θέαν τοῦ Ἰωνάθαν, ἂν κρίνῃ τις ἀπὸ τὸν τρόπον τὸν κινεῖσθαι τοῦ εἰς τὸ δωμάτιον, ὁ ἄγνωστος, εἶχε ἰδιαιτέραν ἀφορμὴν ἐναντίον τοῦ Βαρθολομαίου Σόλτω. Ἐκ τούτου ἐγένετο τὸ ἔγκλημα ὅπως συνέπεσε. bbox=[22, 687, 256, 885]
ad-ophthalmologist-name: ΑΛΕΞΑΝΔΡΟΣ Β. ΑΒΔΑΛΗΣ bbox=[1011, 146, 1211, 164]
article-paragraph: Διάφοροι κόνεις ἐπῆλθον τῆς ὁδοῦ καὶ ἐν τῷ μεταξὺ ἐσκοτείνιασε. — Ἀλλ' ὁ ἀμέρικος Τῆπο δὲν ἔστρεψε τὸ βῆμα, οὔτε ἐκεῖθι οὔτε ἐδῶ· ἐπροχώρει πρὸς τὰ ἐμπρὸς μὲ βῆμα σταθερόν. Ἀκολουθεῖ ἀφορμὴ τῆς ἐρεύνης. bbox=[22, 1499, 256, 1614]
chapter-heading: ΙΓ'. bbox=[1398, 372, 1424, 392]
ad-phoebus-footer: ΧΗΜΙΚΟΝ ΕΡΓΑΣΤΗΡΙΟΝ Α. ΖΑΚΑΛΗ ΑΘΗΝΑΙ bbox=[752, 1643, 970, 1655]
list-item: Ὑάλια bbox=[863, 1274, 899, 1288]
ad-stampadou-address: Πλατεῖα Μητροπόλεως καὶ ὁδὸς Ντέκα bbox=[608, 202, 870, 218]
ad-phoebus-text-2: Διὰ τὰς ὁδούς: πλυντήρια, καὶ πάντα τὰ ἀρχοντικὰ καὶ δημόσια γραφεῖα. bbox=[748, 1606, 974, 1634]
ad-eye-clinic-role: ΟΦΘΑΛΜΙΑΤΡΟΥ bbox=[551, 1262, 683, 1280]
ad-gyn-title: ΓΥΝΑΙΚΟΛΟΓΙΚΗ bbox=[1004, 828, 1218, 858]
column-serial-gyp bbox=[1242, 132, 1580, 2262]
divider bbox=[1242, 228, 1580, 229]
list-item: Σειρῆνα bbox=[863, 1302, 908, 1316]
divider bbox=[268, 1313, 486, 1314]
ad-agency-name: Αφοὶ Δ. ΦΡΟΣΙΝΙΩΤΗ bbox=[1040, 1318, 1182, 1335]
ad-agency-text: Ἀποκλειστικὴ ἀντιπροσωπεία bbox=[1027, 1305, 1195, 1319]
ad-mirrors: ΜΠΙΕΡΤΕΣ ἕτοιμες ἀπὸ δρ. 18 καὶ ἄνω στοῦ Σουπιόνη, Αἰόλου 124 ἔναντι Πελοποννησιακοῦ. bbox=[991, 379, 1231, 428]
ad-tailor-text: μετεφέρθη εἰς τὴν γωνίαν τῶν ὁδῶν Σταδίου καὶ Ι. Μεσαμάχου ἀντικρὺ Χρηματιστηρίου. Ἐπὶ τῇ εὐκαιρίᾳ ἐφωδιάσθη ποικιλίαν ὑφασμάτων καὶ παρακαλεῖ τὴν πολυπληθῆ πελατείαν του. bbox=[742, 1419, 980, 1489]
list-item: Φωτογραφικαὶ Μηχαναί bbox=[742, 1218, 824, 1246]
ad-phoebus-subtitle: (Κόνις πετρελαίου) bbox=[807, 1522, 915, 1536]
ad-draperie-subtitle: Τὸ Νέον Κατάστημα bbox=[1034, 275, 1188, 291]
divider bbox=[498, 1482, 736, 1483]
ad-stampadou-price: ΕΙΣ ΤΙΜΑΣ ΔΑΤΚΑΣ bbox=[645, 275, 833, 295]
ad-charcoal-address: ΟΔΟΣ ΕΡΜΟΥ ΑΡΙΘ. 258 bbox=[623, 568, 855, 591]
ad-wines-text: Ἀφίχθησαν νέοι μεγάλοι παρακαταθῆκαι οἴνων Κρήτης, παλαιῶν καὶ νέων, λευκῶν καὶ μαύρων, γλυκέων καὶ ξηρῶν, πρὸς τιμὰς λογικωτάτας. Ἀποστολαὶ καὶ δι' ἐξωτερικόν. Πωλήσεις χονδρικῶς καὶ λιανικῶς. bbox=[268, 762, 486, 860]
article-paragraph: Ταυτοχρόνως ἐξήγαγε τὸ περίστροφον του ἀπὸ τὸ συρτάρι, ἔλεγξε τὰς θαλάμους καὶ τὸ ἐπανέθηκεν εἰς τὸ θυλάκιον. Ἀφοῦ δὲ ἐφόρεσε τὸ πανωφόρι του, ἐξῆλθε μαζί μου. Καθ' ὅλην τὴν διαδρομὴν ἔκρατει τὰς ὀφθαλμοὺς προσηλωμένους εἰς τὸ πρὸ αὐτοῦ ἔδαφος, σιωπηλὸς καὶ συγκεντρωμένος, ἐνῶ ἐγὼ ἐθαύμαζα τὴν δύναμιν τῆς σκέψεως τοῦ φίλου μου. bbox=[22, 1297, 256, 1495]
article-paragraph: — Εἶναι πολὺ ἀπλοῦν, ἐπροσέθεσεν ἡ μαρκησία. Δὲν ὑπάρχει τίποτε περισσότερον φυσικὸν ἀπὸ τὸ νὰ παρευρίσκεται κανεὶς εἰς ἕνα γάμον... — Ἀφοῦ ἡ κόρη μου θέλει... bbox=[1242, 795, 1580, 860]
ad-reps-text: ἐν Σκύρῳ πρὸς ἐγγραφὴν συνδρομητῶν τοῦ Ἐμπρὸς καὶ εἴσπραξιν συνδρομῶν ἀναλαμβάνει ὁ κ. Ἠλίας Καλασούντας. bbox=[991, 1518, 1231, 1584]
ad-charcoal-title: ΜΕΓΑΛΗ ΚΕΝΤΡΙΚΗ ΑΠΟΘΗΚΗ ΞΥΛΑΝΘΡΑΚΩΝ bbox=[563, 492, 915, 544]
ad-gyn-subtitle-2: ΚΑΙ ΙΑΤΡΕΙΟΝ ΣΥΦΙΛΙΔΙΚΩΝ ΝΟΣΗΜΑΤΩΝ bbox=[1000, 870, 1222, 883]
ad-stampadou-lead: Εἰς τὴν ἀποθήκην ὑφασμάτων bbox=[639, 140, 839, 155]
ad-fabrics: Στοὺς Κυρσικάκη καὶ Μουντρέα ἀφθονία ὑφασμάτων διὰ κουστούμια, διὰ κάθε γοῦστο. bbox=[268, 645, 486, 694]
ad-postcards-title: ΤΑ ΚΑΡΤ-ΠΟΣΤΑΛ ΣΑΣ bbox=[530, 1487, 704, 1505]
subcolumn-right bbox=[742, 907, 980, 1753]
ad-optics-lead: ΕΝΑΝΤΙ ΒΟΥΛΗΣ bbox=[772, 1104, 950, 1130]
divider bbox=[991, 1134, 1231, 1135]
divider bbox=[742, 1364, 980, 1365]
ad-postcards-address: 37 Σταδίου 37 bbox=[565, 1603, 669, 1621]
list-item: ΜΟΥΣΤΟΜΕΤΡΑ bbox=[863, 1162, 964, 1176]
article-paragraph: — Δὲν βλέπω τοῦ εἶναι τὸ δυσάρεστον εἰς τὴν συνάντησιν καινὰς ἀνθρώπους γνωστοὺς εἰς τὸν κόσμον... — Αὐτὸ ἐξαρτᾶται ἀπὸ τὰ γοῦστα !.. Ἐγὼ δὲν εὑρίσκω τίποτε ἄσχημον... bbox=[1242, 726, 1580, 791]
serial-installment: (49) bbox=[1242, 132, 1269, 148]
divider bbox=[498, 1084, 736, 1085]
ad-opportunity-title: ΕΥΚΑΙΡΙΑ bbox=[306, 1073, 448, 1107]
ad-kili-address: 27—Ὁδὸς Ἑρμοῦ—27 bbox=[300, 1948, 454, 1965]
ad-sale-text: ἤρχισεν ἡ ἐκποίησις τῶν ἐμπορευμάτων τοῦ Πολυκαταστήματος εἰς τὴν ὁδὸν Ἑρμοῦ 78 ἀδιαμαντωτικῶν. bbox=[268, 974, 486, 1040]
ad-discovery-title: ΣΠΟΥΔΑΙΑ ΑΝΑΚΑΛΥΨΙΣ bbox=[992, 1140, 1230, 1163]
ad-postcards-text: τὰ ἐπισκεπτήριά σας καὶ ὅτι ἄλλο γιὰ τὴν τέχνη φορτώνεται, εἰς τὸ Γραφεῖον τοῦ ΜΠΑΛΑΜΟΥ. Ἀσφαλῶς καὶ ἀνώτερα ἐργασίαν ἀφθονία, τιμαὶ λογικώτατες. Διεύθυνσις: ΣΤΑΔΙΟΥ 37. bbox=[498, 1505, 736, 1604]
ad-eye-clinic-subtitle: ΟΦΘΑΛΜΟΛΟΓΙΚΗ bbox=[508, 1224, 726, 1252]
ad-dye-title: ΒΑΦΕΙΟΝ ΚΑΙ ΣΑΠΟΥΝΙΣΤΗΡΙΟΝ bbox=[315, 1381, 439, 1413]
masthead bbox=[20, 78, 1580, 128]
column-divider bbox=[1236, 132, 1237, 2262]
